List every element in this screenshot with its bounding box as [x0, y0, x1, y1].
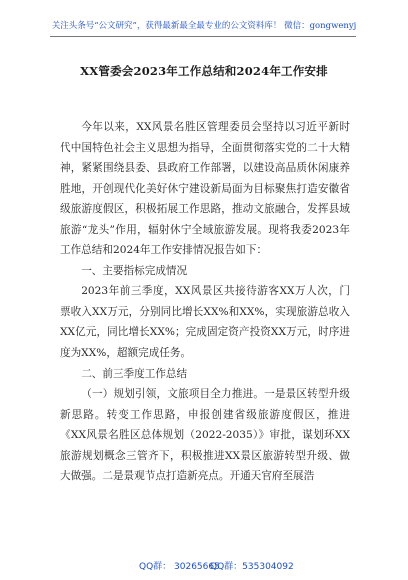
body-paragraph: 2023年前三季度，XX风景区共接待游客XX万人次，门票收入XX万元，分别同比增长XX%和XX%，实现旅游总收入XX亿元，同比增长XX%；完成固定资产投资XX万元，时序进度为XX%，超额完成任务。: [60, 285, 350, 360]
document-body: [60, 117, 350, 487]
footer-qq-group-1: QQ群： 30265665: [139, 562, 220, 572]
header-divider: [50, 36, 356, 37]
section-heading: 一、主要指标完成情况: [81, 264, 188, 277]
page-footer: [0, 559, 408, 575]
body-paragraph: （一）规划引领，文旅项目全力推进。一是景区转型升级新思路。转变工作思路，申报创建省级旅游度假区，推进《XX风景名胜区总体规划（2022-2035）》审批，谋划环XX旅游规划概念三管齐下，积极推进XX景区旅游转型升级、做大做强。二是景观节点打造新亮点。开通天官府至展浩: [60, 388, 350, 483]
footer-qq-group-2: QQ群：535304092: [210, 562, 294, 572]
document-title: XX管委会2023年工作总结和2024年工作安排: [80, 64, 328, 78]
top-banner: 关注头条号“公文研究”，获得最新最全最专业的公文资料库！ 微信：gongwenyj: [51, 21, 357, 31]
intro-paragraph: 今年以来，XX风景名胜区管理委员会坚持以习近平新时代中国特色社会主义思想为指导，全面贯彻落实党的二十大精神，紧紧围绕县委、县政府工作部署，以建设高品质休闲康养胜地，开创现代化美好休宁建设新局面为目标聚焦打造安徽省级旅游度假区，积极拓展工作思路，推动文旅融合，发挥县域旅游“龙头”作用，辐射休宁全域旅游发展。现将我委2023年工作总结和2024年工作安排情况报告如下：: [60, 121, 350, 257]
section-heading: 二、前三季度工作总结: [81, 367, 188, 380]
